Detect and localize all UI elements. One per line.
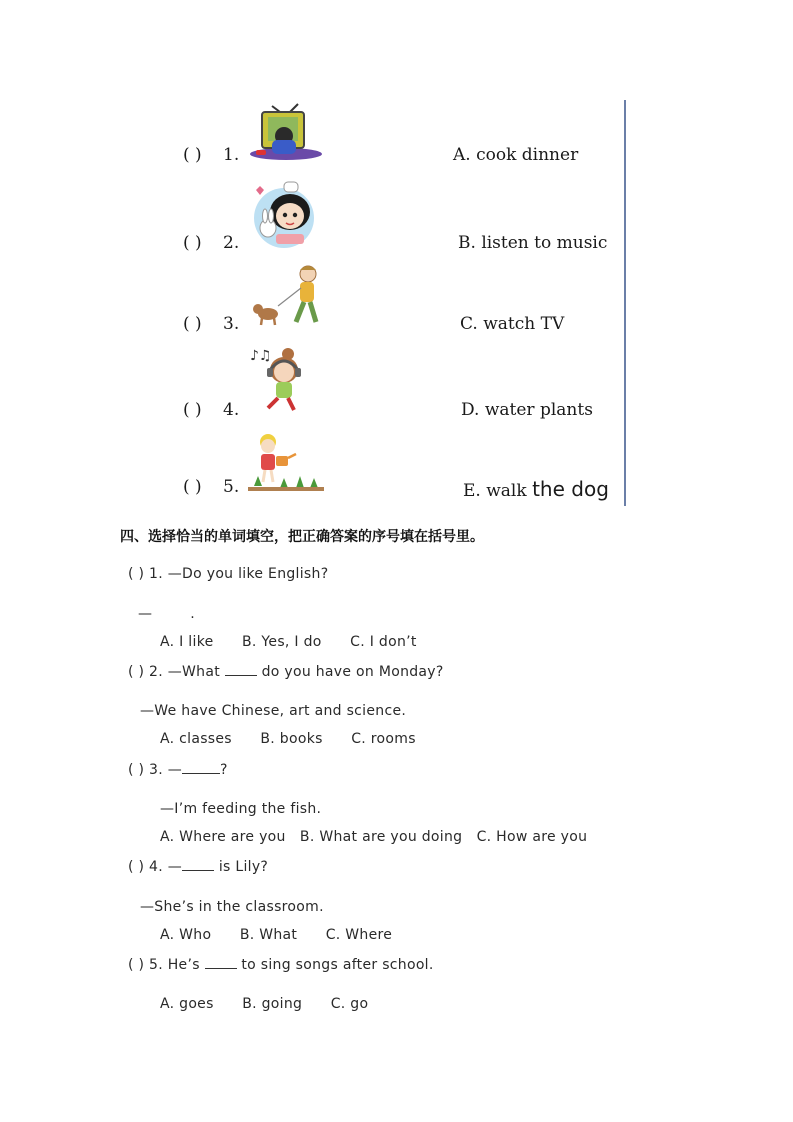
question-4-text: ( ) 4. — is Lily? — [128, 859, 269, 875]
answer-bracket-1[interactable]: ( ) — [183, 145, 202, 165]
answer-bracket-3[interactable]: ( ) — [183, 314, 202, 334]
blank-line — [182, 772, 220, 774]
item-number-5: 5. — [223, 477, 240, 497]
item-number-3: 3. — [223, 314, 240, 334]
option-c: C. watch TV — [460, 314, 565, 334]
section-heading: 四、选择恰当的单词填空，把正确答案的序号填在括号里。 — [120, 529, 484, 545]
question-3-text: ( ) 3. — ? — [128, 762, 228, 778]
question-3-answer: —I’m feeding the fish. — [160, 801, 322, 817]
cooking-girl-icon — [246, 178, 318, 250]
option-b: B. listen to music — [458, 233, 608, 253]
blank-line — [225, 674, 257, 676]
listening-music-icon — [248, 344, 308, 414]
question-1-text: ( ) 1. —Do you like English? — [128, 566, 329, 582]
answer-bracket-5[interactable]: ( ) — [183, 477, 202, 497]
svg-text:♪♫: ♪♫ — [250, 348, 272, 364]
option-e: E. walk the dog — [463, 477, 609, 501]
watering-plants-icon — [246, 430, 326, 494]
blank-line — [182, 869, 214, 871]
item-number-2: 2. — [223, 233, 240, 253]
answer-bracket-4[interactable]: ( ) — [183, 400, 202, 420]
divider-line — [624, 100, 626, 506]
question-5-options: A. goes B. going C. go — [160, 996, 369, 1012]
question-4-answer: —She’s in the classroom. — [140, 899, 324, 915]
option-a: A. cook dinner — [453, 145, 579, 165]
question-1-answer: — . — [138, 606, 196, 622]
question-5-text: ( ) 5. He’s to sing songs after school. — [128, 957, 434, 973]
question-2-options: A. classes B. books C. rooms — [160, 731, 416, 747]
question-2-answer: —We have Chinese, art and science. — [140, 703, 407, 719]
question-3-options: A. Where are you B. What are you doing C. How are you — [160, 829, 588, 845]
answer-bracket-2[interactable]: ( ) — [183, 233, 202, 253]
option-d: D. water plants — [461, 400, 593, 420]
question-1-options: A. I like B. Yes, I do C. I don’t — [160, 634, 417, 650]
walking-dog-icon — [248, 262, 330, 330]
watching-tv-icon — [246, 100, 324, 162]
item-number-4: 4. — [223, 400, 240, 420]
question-4-options: A. Who B. What C. Where — [160, 927, 393, 943]
question-2-text: ( ) 2. —What do you have on Monday? — [128, 664, 444, 680]
item-number-1: 1. — [223, 145, 240, 165]
blank-line — [205, 967, 237, 969]
